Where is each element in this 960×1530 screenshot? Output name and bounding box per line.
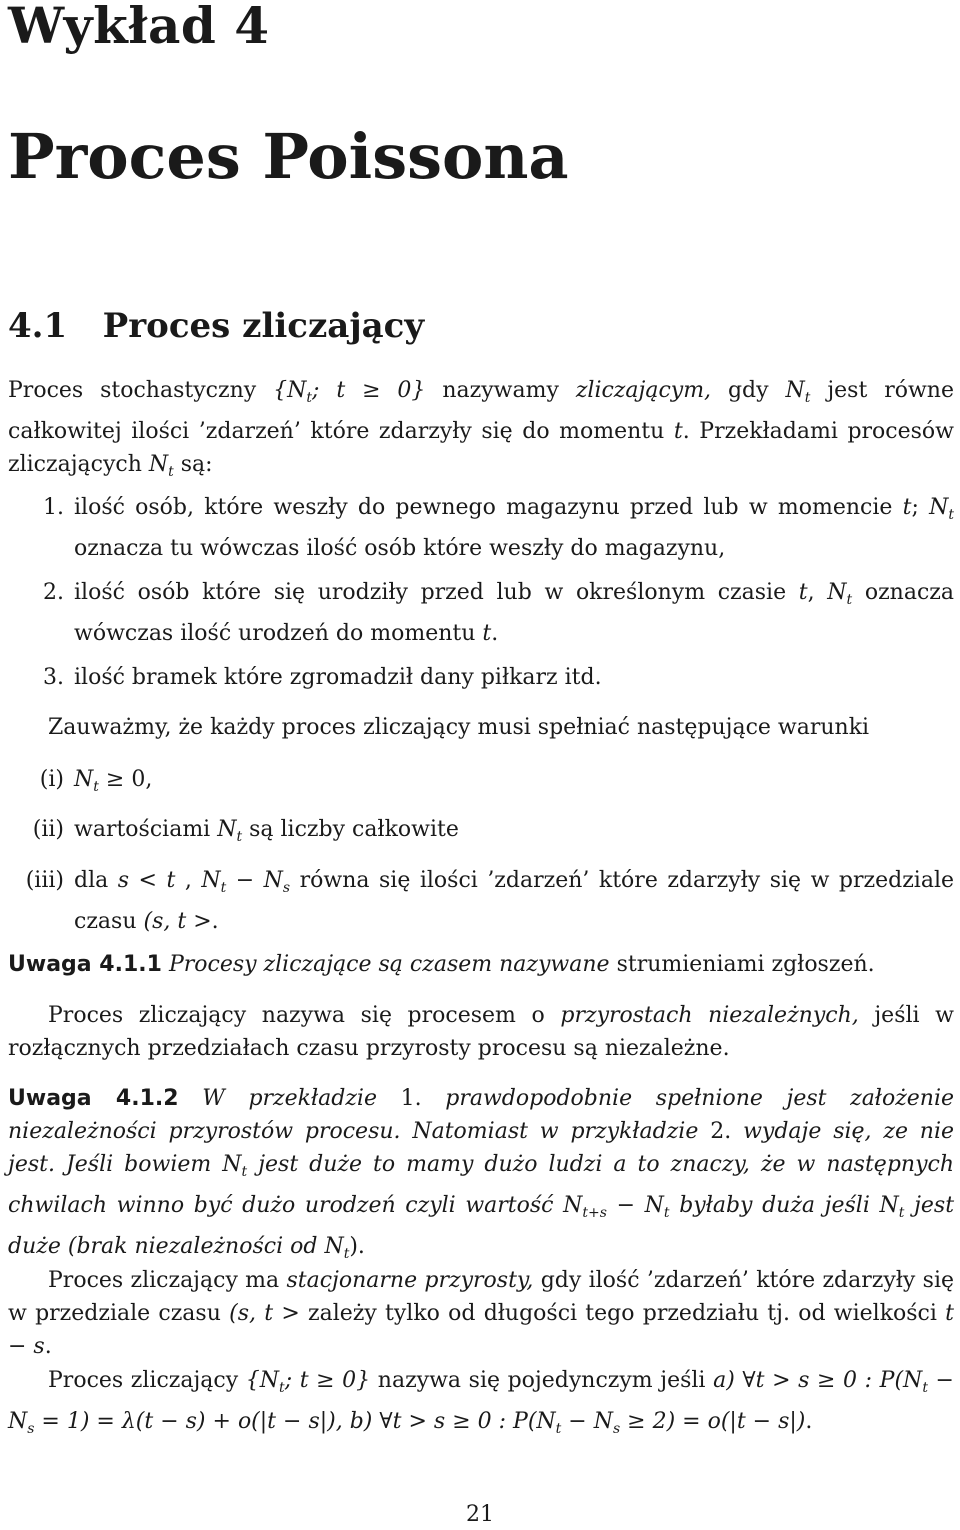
intro-text: Przekładami procesów zliczających [8, 419, 954, 477]
intro-text: są: [180, 452, 213, 477]
paragraph-term: przyrostach niezależnych, [560, 1003, 859, 1028]
section-heading [8, 306, 954, 346]
remark-text: 1. [400, 1086, 422, 1111]
remark-text: jest duże to mamy dużo ludzi a to znaczy, że w następnych chwilach winno być dużo urodzeń czyli wartość [8, 1152, 955, 1218]
list-item-text: oznacza wówczas ilość urodzeń do momentu [74, 580, 954, 646]
remark-4-1-2: Uwaga 4.1.2 W przekładzie 1. prawdopodobnie spełnione jest założenie niezależności przyrostów procesu. Natomiast w przykładzie 2. wydaje się, ze nie jest. Jeśli bowiem $N_t$ jest duże to mamy dużo ludzi a to znaczy, że w następnych chwilach winno być dużo urodzeń czyli wartość $N_{t+s} - N_t$ byłaby duża jeśli $N_t$ jest duże (brak niezależności od $N_t$). [8, 1086, 955, 1262]
remark-label: Uwaga 4.1.2 [8, 1086, 179, 1111]
condition-text: wartościami [74, 817, 211, 842]
intro-text: gdy [727, 378, 769, 403]
condition-number: (ii) [32, 817, 64, 842]
conditions-intro: Zauważmy, że każdy proces zliczający musi spełniać następujące warunki [48, 715, 870, 740]
remark-text: 2. [710, 1119, 732, 1144]
remark-4-1-1 [8, 948, 954, 981]
simple-process-paragraph: Proces zliczający {$N_t$; t ≥ 0} nazywa się pojedynczym jeśli a) ∀t > s ≥ 0 : $P(N_t - N_s = 1) = \lambda(t - s) + o(|t - s|)$, b) ∀t > s ≥ 0 : $P(N_t - N_s \ge 2) = o(|t - s|)$. [8, 1368, 954, 1437]
remark-label: Uwaga 4.1.1 [8, 952, 162, 977]
condition-text: czasu [74, 909, 137, 934]
remark-text: Procesy zliczające są czasem nazywane [168, 952, 610, 977]
intro-text: nazywamy [442, 378, 559, 403]
intro-paragraph: Proces stochastyczny {$N_t$; t ≥ 0} nazywamy zliczającym, gdy $N_t$ jest równe całkowitej ilości ’zdarzeń’ które zdarzyły się do momentu t. Przekładami procesów zliczających $N_t$ są: [8, 378, 954, 480]
section-title: Proces zliczający [102, 306, 425, 346]
page-number: 21 [466, 1502, 494, 1527]
paragraph-text: Proces zliczający ma [48, 1268, 280, 1293]
remark-text: jest duże (brak niezależności od [8, 1193, 955, 1259]
condition-item: dla s < t , $N_t - N_s$ równa się ilości ’zdarzeń’ które zdarzyły się w przedziale czasu (s, t >. [74, 868, 955, 934]
paragraph-text: nazywa się pojedynczym jeśli [377, 1368, 706, 1393]
remark-text: strumieniami zgłoszeń. [616, 952, 875, 977]
remark-text: byłaby duża jeśli [679, 1193, 870, 1218]
paragraph-text: jeśli w rozłącznych przedziałach czasu przyrosty procesu są niezależne. [8, 1003, 954, 1061]
intro-term: zliczającym, [575, 378, 712, 403]
paragraph-text: Proces zliczający [48, 1368, 239, 1393]
paragraph-text: Proces zliczający nazywa się procesem o [48, 1003, 545, 1028]
remark-text: wydaje się, ze nie jest. Jeśli bowiem [8, 1119, 955, 1177]
remark-text: W przekładzie [202, 1086, 377, 1111]
chapter-label: Wykład 4 [8, 0, 270, 55]
list-item-text: ilość osób, które weszły do pewnego magazynu przed lub w momencie [74, 495, 893, 520]
list-item-text: ilość bramek które zgromadził dany piłkarz itd. [74, 665, 602, 690]
paragraph-term: stacjonarne przyrosty, [286, 1268, 534, 1293]
paragraph-text: gdy ilość ’zdarzeń’ które zdarzyły się w przedziale czasu [8, 1268, 954, 1326]
list-item [74, 661, 954, 694]
list-item: ilość osób które się urodziły przed lub w określonym czasie t, $N_t$ oznacza wówczas ilość urodzeń do momentu t. [74, 580, 954, 646]
paragraph-text: zależy tylko od długości tego przedziału tj. od wielkości [308, 1301, 937, 1326]
condition-text: równa się ilości ’zdarzeń’ które zdarzyły się w przedziale [299, 868, 955, 893]
condition-number: (iii) [25, 868, 64, 893]
condition-number: (i) [39, 767, 64, 792]
condition-text: są liczby całkowite [249, 817, 459, 842]
list-item-number: 2. [43, 580, 64, 605]
list-item-number: 1. [43, 495, 64, 520]
condition-item: wartościami $N_t$ są liczby całkowite [74, 817, 459, 845]
intro-text: jest równe całkowitej ilości ’zdarzeń’ które zdarzyły się do momentu [8, 378, 954, 444]
independent-increments-paragraph [8, 999, 954, 1065]
condition-text: dla [74, 868, 109, 893]
list-item-number: 3. [43, 665, 64, 690]
section-number: 4.1 [8, 306, 68, 346]
remark-text: prawdopodobnie spełnione jest założenie niezależności przyrostów procesu. Natomiast w przykładzie [8, 1086, 955, 1144]
list-item: ilość osób, które weszły do pewnego magazynu przed lub w momencie t; $N_t$ oznacza tu wówczas ilość osób które weszły do magazynu, [74, 495, 954, 561]
chapter-title: Proces Poissona [8, 120, 569, 193]
intro-text: Proces stochastyczny [8, 378, 257, 403]
condition-item: $N_t \ge 0$, [74, 767, 153, 795]
list-item-text: ilość osób które się urodziły przed lub w określonym czasie [74, 580, 787, 605]
list-item-text: oznacza tu wówczas ilość osób które weszły do magazynu, [74, 536, 726, 561]
stationary-increments-paragraph: Proces zliczający ma stacjonarne przyrosty, gdy ilość ’zdarzeń’ które zdarzyły się w przedziale czasu (s, t > zależy tylko od długości tego przedziału tj. od wielkości t − s. [8, 1268, 955, 1359]
